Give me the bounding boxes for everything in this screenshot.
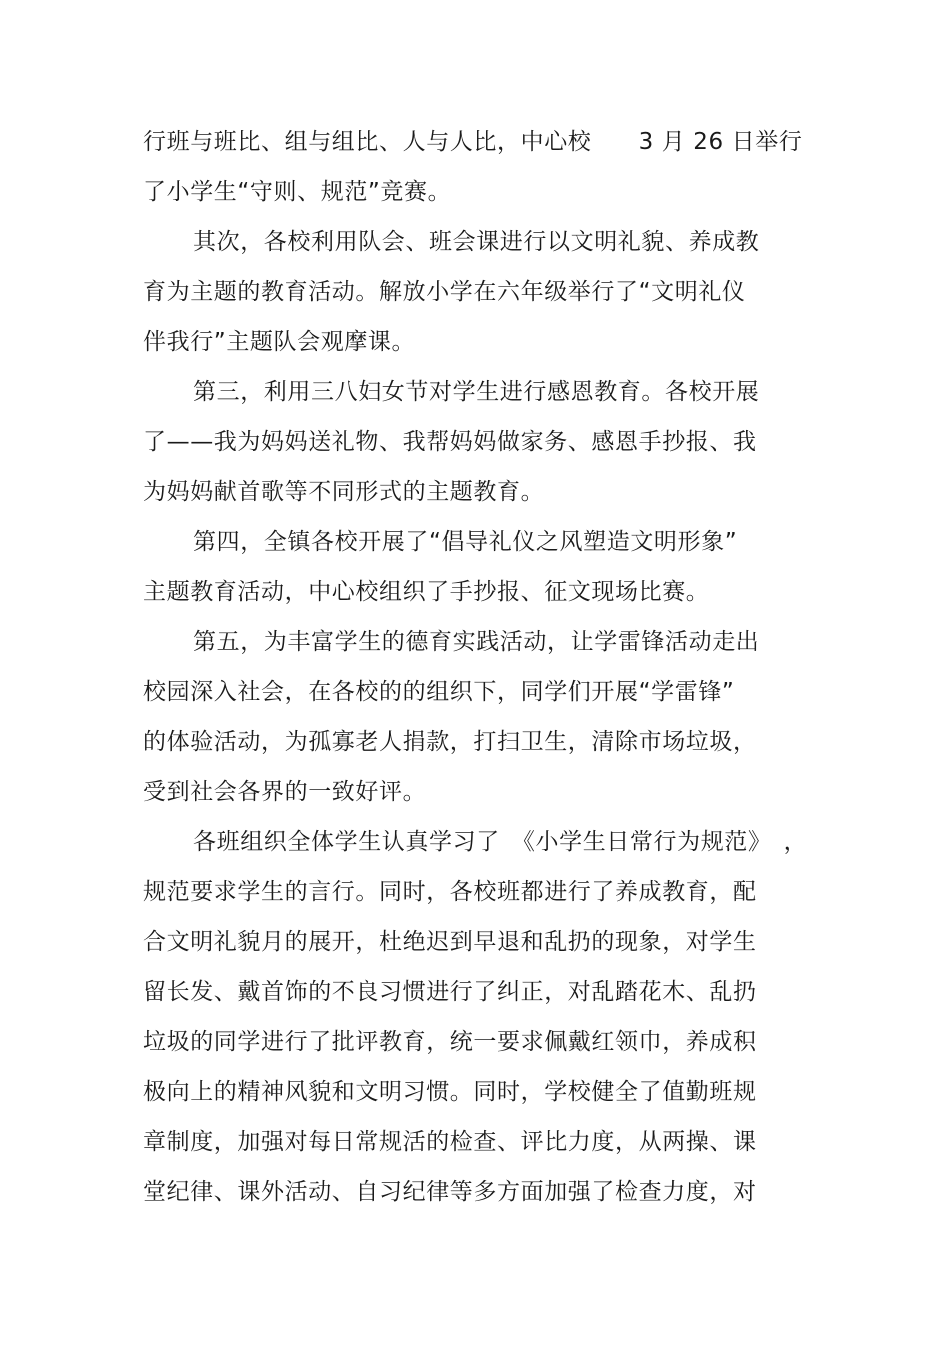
text-line: 垃圾的同学进行了批评教育，统一要求佩戴红领巾，养成积 xyxy=(143,1029,757,1055)
text-line: 堂纪律、课外活动、自习纪律等多方面加强了检查力度，对 xyxy=(143,1179,757,1205)
text-line: 行班与班比、组与组比、人与人比，中心校 3 月 26 日举行 xyxy=(143,129,803,155)
text-line: 章制度，加强对每日常规活的检查、评比力度，从两操、课 xyxy=(143,1129,757,1155)
text-line: 其次，各校利用队会、班会课进行以文明礼貌、养成教 xyxy=(193,229,760,255)
text-line: 了小学生“守则、规范”竞赛。 xyxy=(143,179,452,205)
text-line: 了——我为妈妈送礼物、我帮妈妈做家务、感恩手抄报、我 xyxy=(143,429,757,455)
text-line: 受到社会各界的一致好评。 xyxy=(143,779,427,805)
text-line: 第五，为丰富学生的德育实践活动，让学雷锋活动走出 xyxy=(193,629,760,655)
text-line: 第三，利用三八妇女节对学生进行感恩教育。各校开展 xyxy=(193,379,760,405)
text-line: 校园深入社会，在各校的的组织下，同学们开展“学雷锋” xyxy=(143,679,735,705)
text-line: 留长发、戴首饰的不良习惯进行了纠正，对乱踏花木、乱扔 xyxy=(143,979,757,1005)
text-line: 各班组织全体学生认真学习了 《小学生日常行为规范》 ， xyxy=(193,829,808,855)
text-line: 极向上的精神风貌和文明习惯。同时，学校健全了值勤班规 xyxy=(143,1079,757,1105)
text-line: 规范要求学生的言行。同时，各校班都进行了养成教育，配 xyxy=(143,879,757,905)
text-line: 育为主题的教育活动。解放小学在六年级举行了“文明礼仪 xyxy=(143,279,746,305)
text-line: 为妈妈献首歌等不同形式的主题教育。 xyxy=(143,479,545,505)
text-line: 第四，全镇各校开展了“倡导礼仪之风塑造文明形象” xyxy=(193,529,738,555)
text-line: 合文明礼貌月的展开，杜绝迟到早退和乱扔的现象，对学生 xyxy=(143,929,757,955)
text-line: 的体验活动，为孤寡老人捐款，打扫卫生，清除市场垃圾， xyxy=(143,729,757,755)
text-line: 主题教育活动，中心校组织了手抄报、征文现场比赛。 xyxy=(143,579,710,605)
text-line: 伴我行”主题队会观摩课。 xyxy=(143,329,416,355)
